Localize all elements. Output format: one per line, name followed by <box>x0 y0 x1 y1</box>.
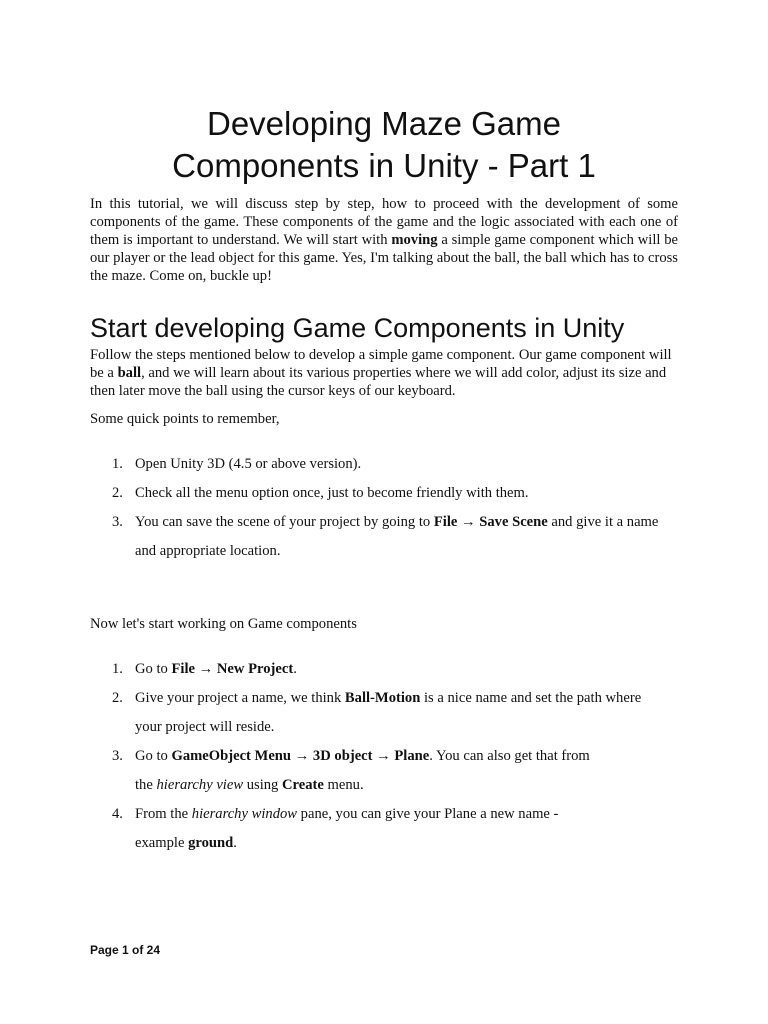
section-text-1: Follow the steps mentioned below to develop a simple game component. Our game component will be a <box>90 347 672 381</box>
list-item-text: using <box>243 777 282 793</box>
list-item <box>90 508 690 566</box>
list-item <box>90 655 690 684</box>
intro-text-1: In this tutorial, we will discuss step by step, how to proceed with the development of some components of the game. These components of the game and the logic associated with each one of them is important to understand. We will start with <box>90 196 678 248</box>
intro-paragraph <box>90 195 678 285</box>
list-item-italic: hierarchy window <box>191 806 298 822</box>
list-item-text: From the <box>135 806 192 822</box>
list-number: 3. <box>112 748 123 764</box>
list-item-text: Give your project a name, we think <box>135 690 345 706</box>
list-item-text: example <box>135 835 189 851</box>
list-item-text: You can save the scene of your project by going to <box>135 514 434 530</box>
list-item-text: your project will reside. <box>135 719 275 735</box>
list-item-text: Go to <box>135 748 172 764</box>
list-item-text: . <box>293 661 297 677</box>
section-bold: ball <box>117 365 142 381</box>
list-item-text: . You can also get that from <box>429 748 590 764</box>
list-item-text: menu. <box>323 777 364 793</box>
section-heading: Start developing Game Components in Unity <box>90 313 625 343</box>
page-number-footer: Page 1 of 24 <box>90 943 161 957</box>
list-item-italic: hierarchy view <box>156 777 244 793</box>
list-item-bold: Create <box>282 777 324 793</box>
list-item-text: pane, you can give your Plane a new name - <box>297 806 559 822</box>
list-number: 1. <box>112 456 123 472</box>
intro-bold: moving <box>391 232 438 248</box>
list-item <box>90 684 690 742</box>
now-text: Now let's start working on Game components <box>90 616 357 632</box>
intro-text-2: a simple game component which will be our player or the lead object for this game. Yes, I'm talking about the ball, the ball which has to cross the maze. Come on, buckle up! <box>90 232 678 284</box>
list-item <box>90 800 690 858</box>
page-title <box>90 103 678 187</box>
list-item-text: Go to <box>135 661 172 677</box>
list-item-text: and appropriate location. <box>135 543 281 559</box>
list-item <box>90 479 690 508</box>
list-item-bold: GameObject Menu → 3D object → Plane <box>171 748 430 764</box>
list-number: 3. <box>112 514 123 530</box>
list-number: 1. <box>112 661 123 677</box>
list-number: 2. <box>112 690 123 706</box>
list-item <box>90 742 690 800</box>
list-number: 2. <box>112 485 123 501</box>
list-item-bold: File → Save Scene <box>433 514 548 530</box>
list-item-text: is a nice name and set the path where <box>420 690 642 706</box>
list-item-bold: ground <box>188 835 234 851</box>
list-item-text: . <box>233 835 237 851</box>
section-paragraph <box>90 346 678 400</box>
title-line-2: Components in Unity - Part 1 <box>172 147 596 184</box>
list-number: 4. <box>112 806 123 822</box>
title-line-1: Developing Maze Game <box>206 105 561 142</box>
list-item-text: Open Unity 3D (4.5 or above version). <box>135 456 362 472</box>
list-item-text: Check all the menu option once, just to become friendly with them. <box>135 485 529 501</box>
steps-list <box>90 655 690 858</box>
list-item <box>90 450 690 479</box>
list-item-text: the <box>135 777 157 793</box>
quick-points-list <box>90 450 690 566</box>
list-item-bold: Ball-Motion <box>344 690 421 706</box>
quick-points-intro: Some quick points to remember, <box>90 411 280 427</box>
list-item-text: and give it a name <box>547 514 659 530</box>
section-text-2: , and we will learn about its various properties where we will add color, adjust its size and then later move the ball using the cursor keys of our keyboard. <box>90 365 667 399</box>
list-item-bold: File → New Project <box>171 661 294 677</box>
